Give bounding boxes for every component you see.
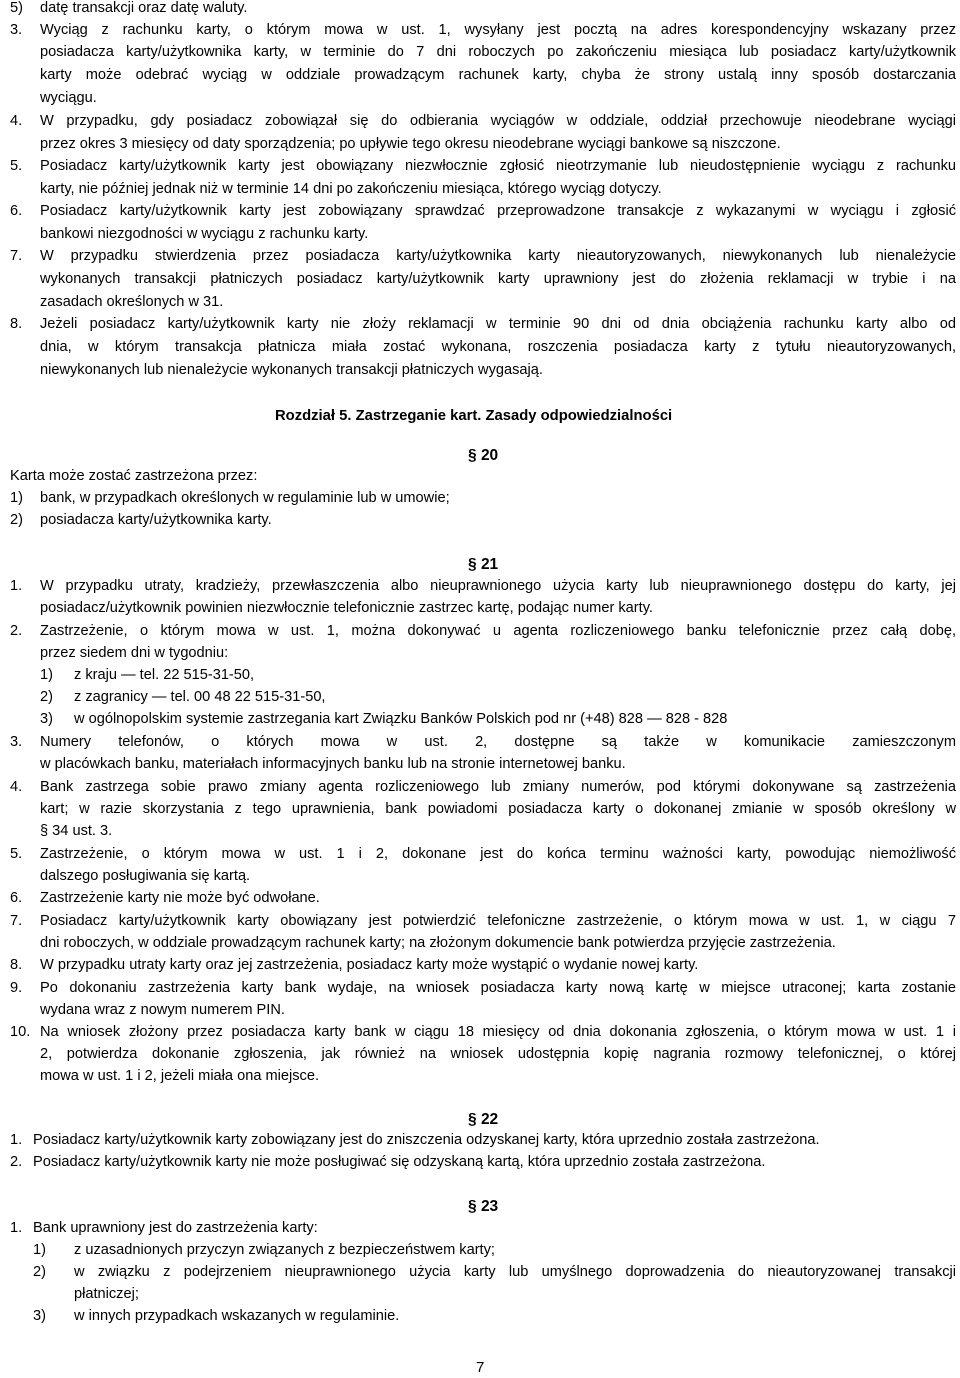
paragraph-line: dni roboczych, w oddziale prowadzącym rachunek karty; na złożonym dokumencie bank potwierdza przyjęcie zastrzeżenia.	[40, 935, 836, 951]
paragraph-line: Zastrzeżenie, o którym mowa w ust. 1, można dokonywać u agenta rozliczeniowego banku telefonicznie przez całą dobę,	[40, 623, 956, 639]
paragraph-line: dalszego posługiwania się kartą.	[40, 868, 251, 884]
paragraph-line: posiadacz/użytkownik powinien niezwłocznie telefonicznie zastrzec kartę, podając numer karty.	[40, 600, 653, 616]
list-number: 3)	[40, 711, 53, 727]
list-item-text: w związku z podejrzeniem nieuprawnionego użycia karty lub umyślnego doprowadzenia do nieautoryzowanej transakcji	[74, 1264, 956, 1280]
paragraph-number: 3.	[10, 734, 23, 750]
paragraph-number: 5.	[10, 158, 23, 174]
list-item-text: datę transakcji oraz datę waluty.	[40, 0, 248, 16]
list-item-text: z uzasadnionych przyczyn związanych z bezpieczeństwem karty;	[74, 1242, 495, 1258]
phone-line: z zagranicy — tel. 00 48 22 515-31-50,	[74, 689, 326, 705]
paragraph-line: 2, potwierdza dokonanie zgłoszenia, jak również na wniosek udostępnia kopię nagrania rozmowy telefonicznej, o której	[40, 1046, 956, 1062]
paragraph-number: 4.	[10, 113, 23, 129]
paragraph-line: wyciągu.	[40, 90, 97, 106]
page-number: 7	[476, 1359, 485, 1376]
paragraph-line: przez okres 3 miesięcy od daty sporządzenia; po upływie tego okresu nieodebrane wyciągi bankowe są niszczone.	[40, 136, 781, 152]
list-number: 1)	[33, 1242, 46, 1258]
paragraph-number: 9.	[10, 980, 23, 996]
paragraph-line: Wyciąg z rachunku karty, o którym mowa w ust. 1, wysyłany jest pocztą na adres korespondencyjny wskazany przez	[40, 22, 956, 38]
section-intro: Karta może zostać zastrzeżona przez:	[10, 468, 258, 484]
paragraph-number: 8.	[10, 957, 23, 973]
paragraph-line: § 34 ust. 3.	[40, 823, 113, 839]
paragraph-number: 6.	[10, 890, 23, 906]
paragraph-line: Posiadacz karty/użytkownik karty obowiązany jest potwierdzić telefoniczne zastrzeżenie, o którym mowa w ust. 1, w ciągu 7	[40, 913, 956, 929]
section-heading: § 20	[468, 447, 499, 464]
paragraph-line: W przypadku, gdy posiadacz zobowiązał się do odbierania wyciągów w oddziale, oddział przechowuje nieodebrane wyciągi	[40, 113, 956, 129]
paragraph-number: 4.	[10, 779, 23, 795]
paragraph-line: Posiadacz karty/użytkownik karty nie może posługiwać się odzyskaną kartą, która uprzednio została zastrzeżona.	[33, 1154, 766, 1170]
paragraph-line: Posiadacz karty/użytkownik karty zobowiązany jest do zniszczenia odzyskanej karty, która uprzednio została zastrzeżona.	[33, 1132, 820, 1148]
section-sign-icon: §	[468, 447, 481, 464]
paragraph-line: w placówkach banku, materiałach informacyjnych banku lub na stronie internetowej banku.	[40, 756, 626, 772]
paragraph-line: Numery telefonów, o których mowa w ust. 2, dostępne są także w komunikacie zamieszczonym	[40, 734, 956, 750]
list-number: 2)	[10, 512, 23, 528]
paragraph-line: bankowi niezgodności w wyciągu z rachunku karty.	[40, 226, 369, 242]
paragraph-line: niewykonanych lub nienależycie wykonanych transakcji płatniczych wygasają.	[40, 362, 543, 378]
paragraph-number: 6.	[10, 203, 23, 219]
phone-line: z kraju — tel. 22 515-31-50,	[74, 667, 255, 683]
list-item-text: płatniczej;	[74, 1286, 139, 1302]
list-item-text: w innych przypadkach wskazanych w regulaminie.	[74, 1308, 400, 1324]
paragraph-line: wydana wraz z nowym numerem PIN.	[40, 1002, 285, 1018]
phone-line: w ogólnopolskim systemie zastrzegania kart Związku Banków Polskich pod nr (+48) 828 — 828 - 828	[74, 711, 728, 727]
paragraph-number: 2.	[10, 623, 23, 639]
paragraph-line: zasadach określonych w 31.	[40, 294, 224, 310]
paragraph-number: 2.	[10, 1154, 23, 1170]
paragraph-number: 10.	[10, 1024, 31, 1040]
paragraph-number: 7.	[10, 913, 23, 929]
paragraph-line: W przypadku stwierdzenia przez posiadacza karty/użytkownika karty nieautoryzowanych, niewykonanych lub nienależycie	[40, 248, 956, 264]
paragraph-line: Posiadacz karty/użytkownik karty jest zobowiązany sprawdzać przeprowadzone transakcje z wykazanymi w wyciągu i zgłosić	[40, 203, 956, 219]
paragraph-line: mowa w ust. 1 i 2, jeżeli miała ona miejsce.	[40, 1068, 320, 1084]
paragraph-line: wykonanych transakcji płatniczych posiadacz karty/użytkownik karty uprawniony jest do złożenia reklamacji w trybie i na	[40, 271, 956, 287]
paragraph-number: 1.	[10, 1132, 23, 1148]
section-heading: § 22	[468, 1111, 499, 1128]
paragraph-line: kart; w razie skorzystania z tego uprawnienia, bank powiadomi posiadacza karty o dokonanej zmianie w sposób określony w	[40, 801, 956, 817]
list-number: 3)	[33, 1308, 46, 1324]
section-sign-icon: §	[468, 1111, 481, 1128]
section-sign-icon: §	[40, 823, 49, 839]
section-sign-icon: §	[468, 556, 481, 573]
paragraph-line: karty, nie później jednak niż w terminie 14 dni po zakończeniu miesiąca, którego wyciąg dotyczy.	[40, 181, 662, 197]
list-number: 2)	[40, 689, 53, 705]
list-number: 2)	[33, 1264, 46, 1280]
paragraph-line: Zastrzeżenie, o którym mowa w ust. 1 i 2, dokonane jest do końca terminu ważności karty, powodując niemożliwość	[40, 846, 956, 862]
list-item-text: bank, w przypadkach określonych w regulaminie lub w umowie;	[40, 490, 450, 506]
paragraph-number: 1.	[10, 578, 23, 594]
list-number: 1)	[40, 667, 53, 683]
paragraph-number: 7.	[10, 248, 23, 264]
paragraph-line: W przypadku utraty, kradzieży, przewłaszczenia albo nieuprawnionego użycia karty lub nieuprawnionego dostępu do karty, jej	[40, 578, 956, 594]
paragraph-line: posiadacza karty/użytkownika karty, w terminie do 7 dni roboczych po zakończeniu miesiąca lub posiadacz karty/użytkownik	[40, 44, 956, 60]
list-item-text: posiadacza karty/użytkownika karty.	[40, 512, 272, 528]
section-heading: § 23	[468, 1198, 499, 1215]
paragraph-number: 5.	[10, 846, 23, 862]
paragraph-line: Bank zastrzega sobie prawo zmiany agenta rozliczeniowego lub zmiany numerów, pod którymi dokonywane są zastrzeżenia	[40, 779, 956, 795]
paragraph-line: Po dokonaniu zastrzeżenia karty bank wydaje, na wniosek posiadacza karty nową kartę w miejsce utraconej; karta zostanie	[40, 980, 956, 996]
paragraph-number: 8.	[10, 316, 23, 332]
paragraph-line: Zastrzeżenie karty nie może być odwołane.	[40, 890, 320, 906]
section-sign-icon: §	[468, 1198, 481, 1215]
paragraph-line: Na wniosek złożony przez posiadacza karty bank w ciągu 18 miesięcy od dnia dokonania zgłoszenia, o którym mowa w ust. 1 i	[40, 1024, 956, 1040]
paragraph-line: karty może odebrać wyciąg w oddziale prowadzącym rachunek karty, chyba że strony ustalą inny sposób dostarczania	[40, 67, 956, 83]
paragraph-line: przez siedem dni w tygodniu:	[40, 645, 229, 661]
list-number: 1)	[10, 490, 23, 506]
paragraph-line: Bank uprawniony jest do zastrzeżenia karty:	[33, 1220, 318, 1236]
chapter-heading: Rozdział 5. Zastrzeganie kart. Zasady odpowiedzialności	[275, 408, 673, 424]
paragraph-number: 1.	[10, 1220, 23, 1236]
paragraph-line: Jeżeli posiadacz karty/użytkownik karty nie złoży reklamacji w terminie 90 dni od dnia obciążenia rachunku karty albo od	[40, 316, 956, 332]
paragraph-line: W przypadku utraty karty oraz jej zastrzeżenia, posiadacz karty może wystąpić o wydanie nowej karty.	[40, 957, 699, 973]
section-heading: § 21	[468, 556, 499, 573]
paragraph-line: Posiadacz karty/użytkownik karty jest obowiązany niezwłocznie zgłosić nieotrzymanie lub nieudostępnienie wyciągu z rachunku	[40, 158, 956, 174]
list-number: 5)	[10, 0, 23, 16]
paragraph-number: 3.	[10, 22, 23, 38]
paragraph-line: dnia, w którym transakcja płatnicza miała zostać wykonana, roszczenia posiadacza karty z tytułu nieautoryzowanych,	[40, 339, 956, 355]
